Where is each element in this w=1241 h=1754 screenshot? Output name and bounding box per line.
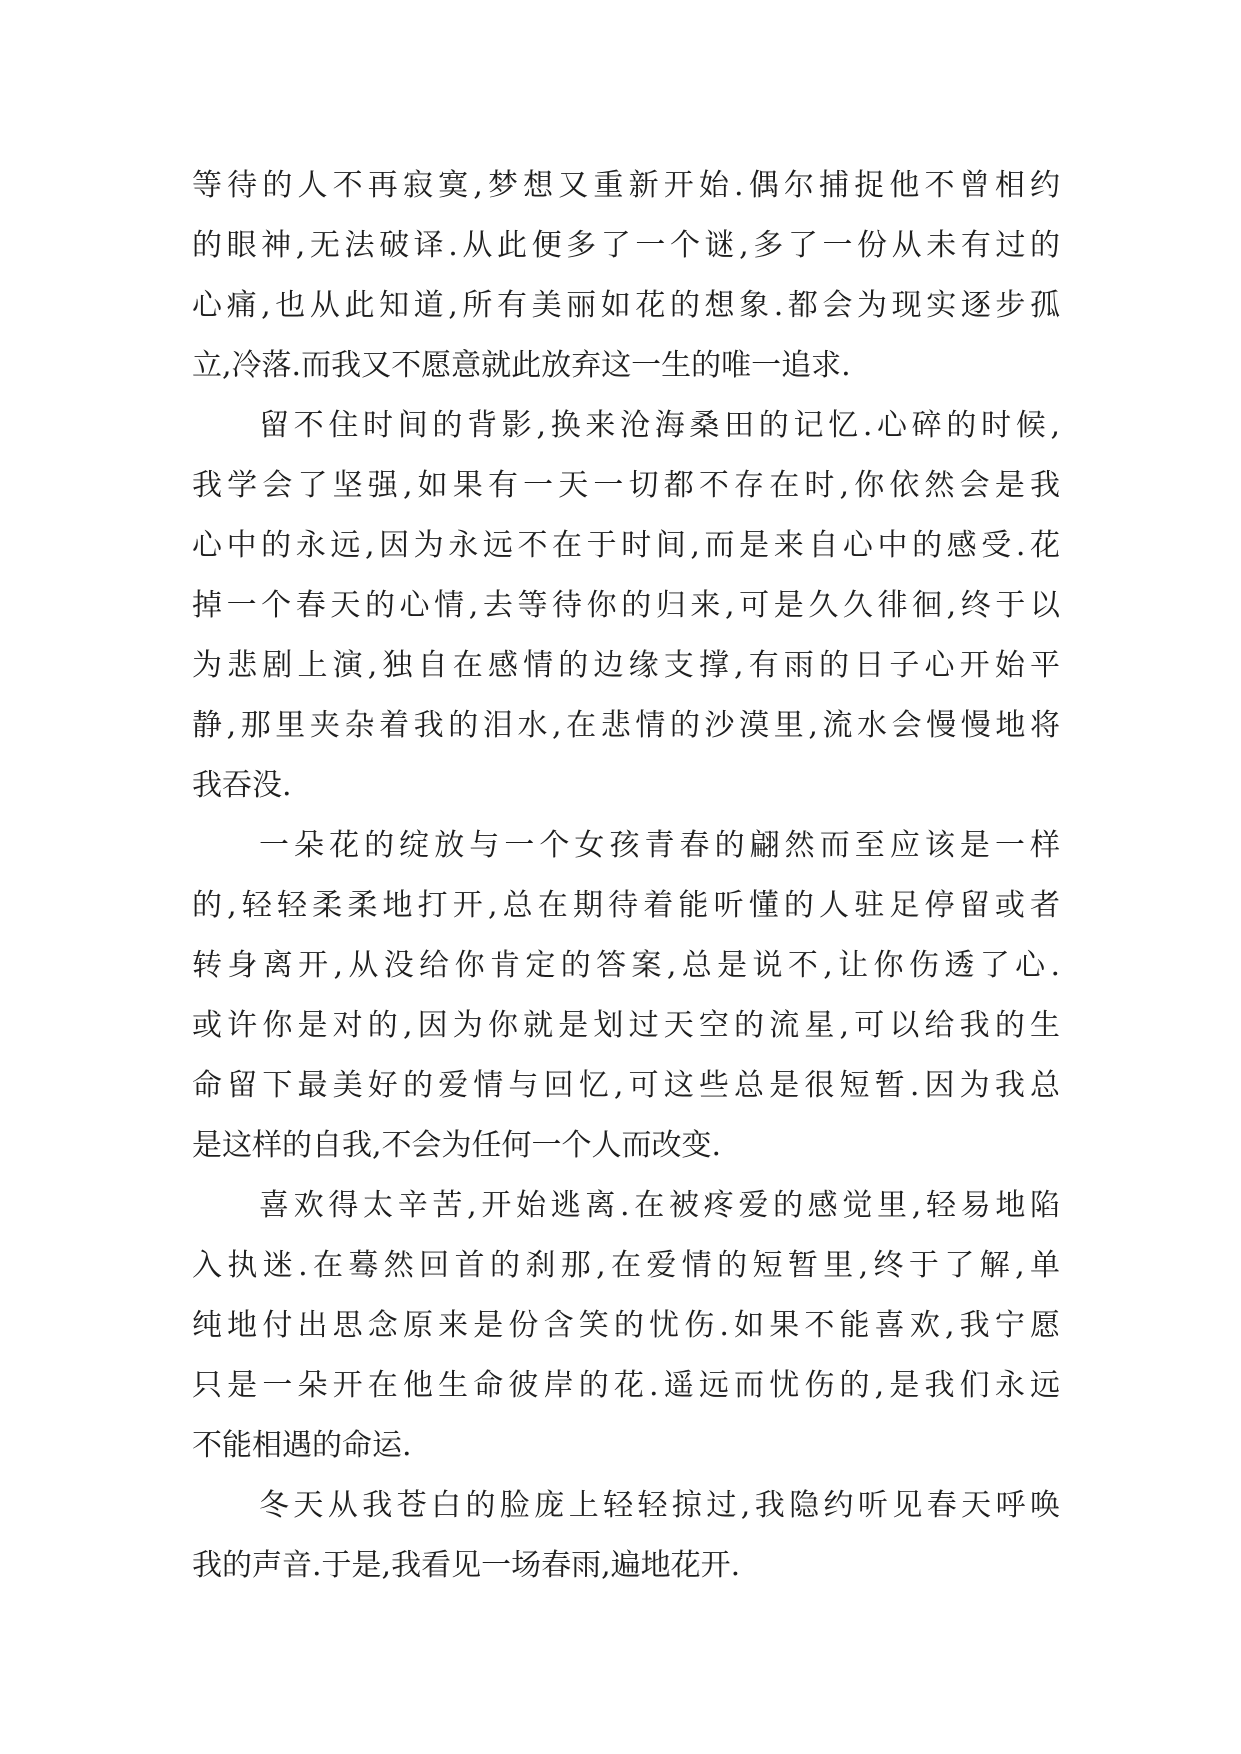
text-line: 静,那里夹杂着我的泪水,在悲情的沙漠里,流水会慢慢地将 (192, 708, 1060, 743)
text-line: 的,轻轻柔柔地打开,总在期待着能听懂的人驻足停留或者 (192, 888, 1060, 923)
text-line: 的眼神,无法破译.从此便多了一个谜,多了一份从未有过的 (192, 228, 1060, 263)
text-line: 只是一朵开在他生命彼岸的花.遥远而忧伤的,是我们永远 (192, 1368, 1060, 1403)
paragraph (192, 1176, 1060, 1476)
paragraph (192, 156, 1060, 396)
text-line: 喜欢得太辛苦,开始逃离.在被疼爱的感觉里,轻易地陷 (259, 1188, 1060, 1223)
text-line: 是这样的自我,不会为任何一个人而改变. (192, 1128, 722, 1163)
paragraph (192, 816, 1060, 1176)
text-line: 掉一个春天的心情,去等待你的归来,可是久久徘徊,终于以 (192, 588, 1060, 623)
text-line: 立,冷落.而我又不愿意就此放弃这一生的唯一追求. (192, 348, 851, 383)
text-line: 心痛,也从此知道,所有美丽如花的想象.都会为现实逐步孤 (192, 288, 1060, 323)
text-line: 一朵花的绽放与一个女孩青春的翩然而至应该是一样 (259, 828, 1060, 863)
text-line: 我的声音.于是,我看见一场春雨,遍地花开. (192, 1548, 741, 1583)
text-line: 入执迷.在蓦然回首的刹那,在爱情的短暂里,终于了解,单 (192, 1248, 1060, 1283)
text-line: 我学会了坚强,如果有一天一切都不存在时,你依然会是我 (192, 468, 1060, 503)
text-line: 不能相遇的命运. (192, 1428, 412, 1463)
text-line: 心中的永远,因为永远不在于时间,而是来自心中的感受.花 (192, 528, 1060, 563)
text-line: 或许你是对的,因为你就是划过天空的流星,可以给我的生 (192, 1008, 1060, 1043)
text-line: 转身离开,从没给你肯定的答案,总是说不,让你伤透了心. (192, 948, 1060, 983)
text-line: 为悲剧上演,独自在感情的边缘支撑,有雨的日子心开始平 (192, 648, 1060, 683)
paragraph (192, 396, 1060, 816)
text-line: 冬天从我苍白的脸庞上轻轻掠过,我隐约听见春天呼唤 (259, 1488, 1060, 1523)
text-line: 命留下最美好的爱情与回忆,可这些总是很短暂.因为我总 (192, 1068, 1060, 1103)
text-line: 纯地付出思念原来是份含笑的忧伤.如果不能喜欢,我宁愿 (192, 1308, 1060, 1343)
text-line: 留不住时间的背影,换来沧海桑田的记忆.心碎的时候, (259, 408, 1060, 443)
text-line: 我吞没. (192, 768, 292, 803)
paragraph (192, 1476, 1060, 1596)
document-body (192, 156, 1060, 1596)
text-line: 等待的人不再寂寞,梦想又重新开始.偶尔捕捉他不曾相约 (192, 168, 1060, 203)
